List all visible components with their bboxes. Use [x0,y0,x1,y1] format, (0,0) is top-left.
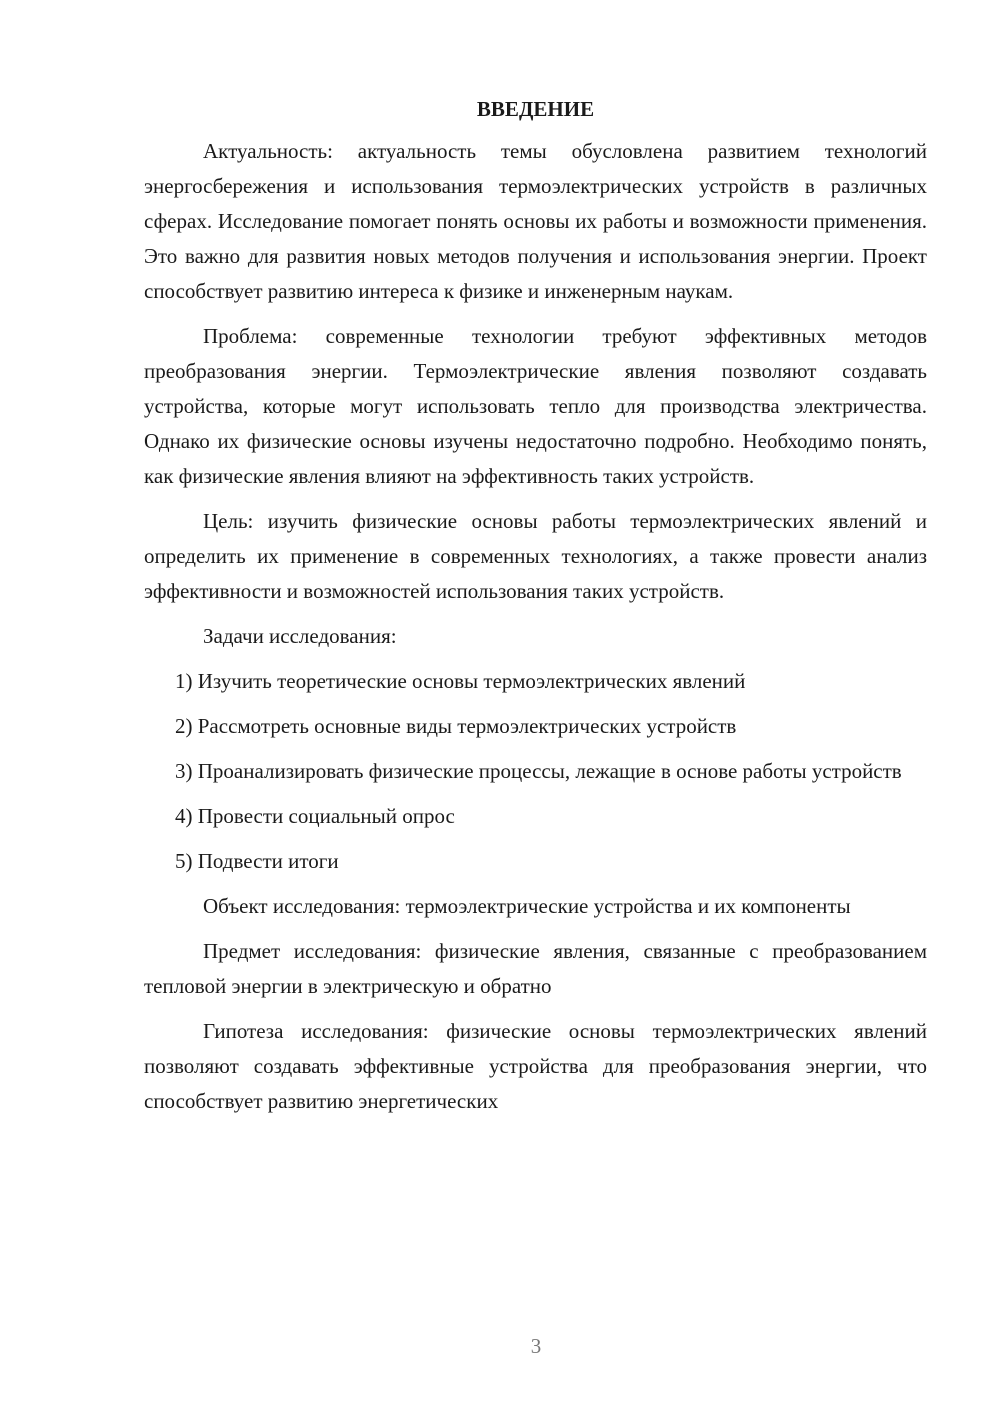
task-item: 1) Изучить теоретические основы термоэлектрических явлений [175,669,746,693]
paragraph-relevance: Актуальность: актуальность темы обусловлена развитием технологий энергосбережения и использования термоэлектрических устройств в различных сферах. Исследование помогает понять основы их работы и возможности применения. Это важно для развития новых методов получения и использования энергии. Проект способствует развитию интереса к физике и инженерным наукам. [144,139,927,303]
page-number: 3 [530,1334,542,1358]
task-item: 2) Рассмотреть основные виды термоэлектрических устройств [175,714,737,738]
section-title: ВВЕДЕНИЕ [476,97,595,121]
paragraph-object: Объект исследования: термоэлектрические устройства и их компоненты [203,894,851,918]
task-item: 3) Проанализировать физические процессы, лежащие в основе работы устройств [175,759,902,783]
task-item: 4) Провести социальный опрос [175,804,455,828]
task-item: 5) Подвести итоги [175,849,339,873]
document-page [144,92,927,1129]
paragraph-goal: Цель: изучить физические основы работы термоэлектрических явлений и определить их применение в современных технологиях, а также провести анализ эффективности и возможностей использования таких устройств. [144,509,927,603]
paragraph-hypothesis: Гипотеза исследования: физические основы термоэлектрических явлений позволяют создавать эффективные устройства для преобразования энергии, что способствует развитию энергетических [144,1019,927,1113]
tasks-heading: Задачи исследования: [203,624,397,648]
paragraph-problem: Проблема: современные технологии требуют эффективных методов преобразования энергии. Термоэлектрические явления позволяют создавать устройства, которые могут использовать тепло для производства электричества. Однако их физические основы изучены недостаточно подробно. Необходимо понять, как физические явления влияют на эффективность таких устройств. [144,324,927,488]
paragraph-subject: Предмет исследования: физические явления, связанные с преобразованием тепловой энергии в электрическую и обратно [144,939,927,998]
